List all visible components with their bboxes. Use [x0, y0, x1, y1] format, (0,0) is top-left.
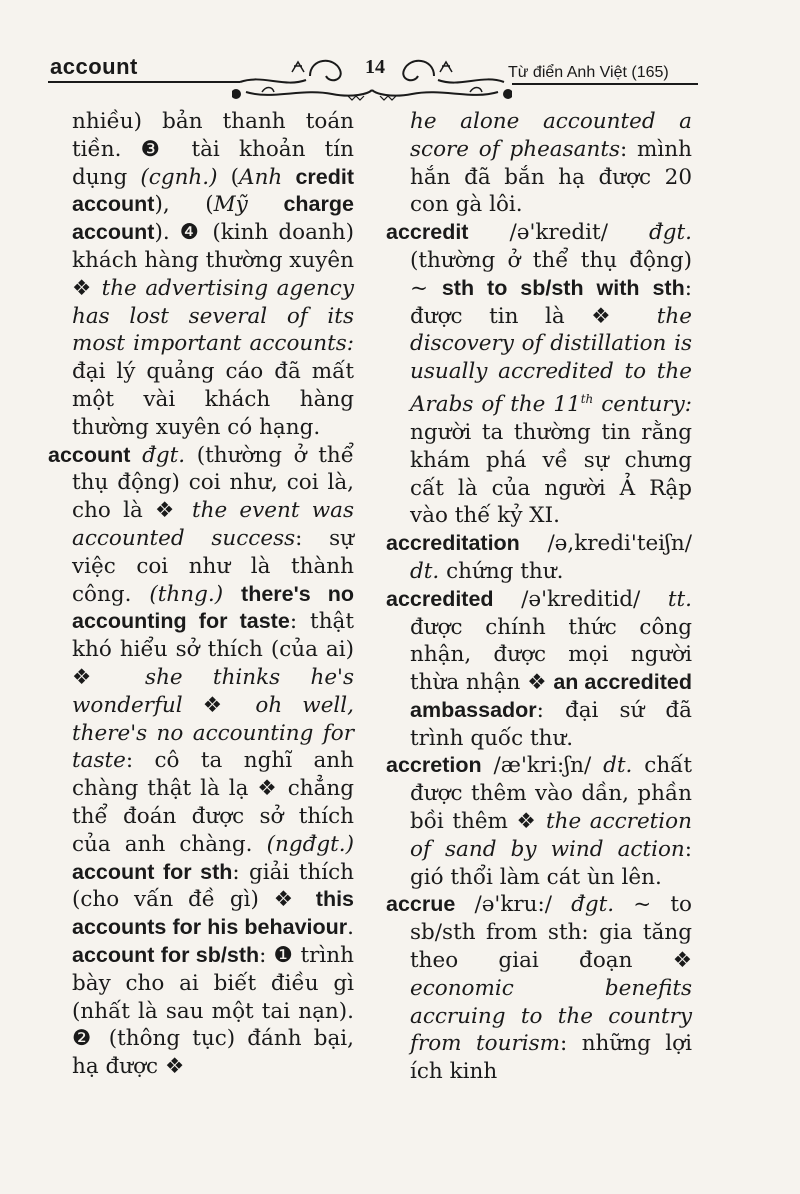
entry-accredited: accredited /ə'kreditid/ tt. được chính thức công nhận, được mọi người thừa nhận ❖ an accredited ambassador: đại sứ đã trình quốc thư.: [386, 586, 692, 751]
example-text: the accretion of sand by wind action: [410, 809, 692, 862]
example-diamond-icon: ❖: [155, 498, 180, 524]
example-text: the advertising agency has lost several of its most important accounts:: [72, 275, 354, 357]
phrasal-verb: account for sb/sth: [72, 942, 260, 967]
example-diamond-icon: ❖: [273, 887, 301, 913]
entry-accredit: accredit /ə'kredit/ đgt. (thường ở thể thụ động) ~ sth to sb/sth with sth: được tin là ❖ the discovery of distillation is usually accredited to the Arabs of the 11th century: người ta thường tin rằng khám phá về sự chưng cất là của người Ả Rập vào thế kỷ XI.: [386, 220, 692, 529]
example-translation: người ta thường tin rằng khám phá về sự chưng cất là của người Ả Rập vào thế kỷ XI.: [410, 419, 692, 529]
example-text: oh well, there's no accounting for taste: [72, 692, 355, 774]
phrase: sth to sb/sth with sth: [441, 275, 685, 300]
part-of-speech: đgt.: [649, 220, 692, 246]
headword: account: [48, 442, 131, 467]
left-column: [48, 108, 354, 1081]
pronunciation: /æ'kri:ʃn/: [493, 753, 592, 779]
example-diamond-icon: ❖: [527, 670, 547, 696]
example-diamond-icon: ❖: [72, 275, 93, 301]
example-diamond-icon: ❖: [164, 1054, 185, 1080]
headword: accretion: [386, 753, 482, 778]
sense-number-3-icon: ❸: [140, 136, 173, 162]
example-translation: : mình hắn đã bắn hạ được 20 con gà lôi.: [410, 136, 692, 218]
example-diamond-icon: ❖: [72, 664, 115, 690]
right-column: [386, 108, 692, 1086]
entry-account-verb: account đgt. (thường ở thể thụ động) coi như, coi là, cho là ❖ the event was accounted success: sự việc coi như là thành công. (thng.) there's no accounting for taste: thật khó hiểu sở thích (của ai) ❖ she thinks he's wonderful ❖ oh well, there's no accounting for taste: cô ta nghĩ anh chàng thật là lạ ❖ chẳng thể đoán được sở thích của anh chàng. (ngđgt.) account for sth: giải thích (cho vấn đề gì) ❖ this accounts for his behaviour. account for sb/sth: ❶ trình bày cho ai biết điều gì (nhất là sau một tai nạn). ❷ (thông tục) đánh bại, hạ được ❖: [48, 442, 355, 1080]
page-number: 14: [365, 56, 385, 78]
sense-number-4-icon: ❹: [179, 220, 203, 246]
headword: accredit: [386, 220, 469, 245]
example-text: he alone accounted a score of pheasants: [410, 109, 692, 162]
pronunciation: /ə'kreditid/: [521, 586, 641, 612]
example-diamond-icon: ❖: [672, 948, 693, 974]
part-of-speech: dt.: [603, 753, 633, 779]
example-diamond-icon: ❖: [257, 776, 279, 802]
part-of-speech: dt.: [410, 558, 440, 584]
example-text: the discovery of distillation is usually accredited to the Arabs of the 11th century:: [410, 303, 692, 418]
headword: accreditation: [386, 531, 520, 556]
running-head-right: Từ điển Anh Việt (165): [508, 64, 669, 81]
phrasal-verb: account for sth: [72, 859, 233, 884]
example-bold: this accounts for his behaviour: [72, 887, 355, 940]
part-of-speech: đgt.: [142, 442, 186, 468]
pronunciation: /ə'kredit/: [509, 220, 608, 246]
part-of-speech: đgt.: [571, 892, 615, 918]
entry-accreditation: accreditation /ə,kredi'teiʃn/ dt. chứng thư.: [386, 531, 692, 584]
entry-accrue: accrue /ə'kru:/ đgt. ~ to sb/sth from sth: gia tăng theo giai đoạn ❖ economic benefits accruing to the country from tourism: những lợi ích kinh: [386, 892, 693, 1085]
example-text: she thinks he's wonderful: [72, 664, 354, 718]
example-diamond-icon: ❖: [516, 809, 538, 835]
example-text: economic benefits accruing to the country from tourism: [410, 975, 692, 1057]
page-header: [0, 48, 800, 108]
part-of-speech: tt.: [667, 586, 692, 612]
running-head-left: account: [50, 54, 138, 79]
sense-number-2-icon: ❷: [72, 1026, 97, 1052]
headword: accredited: [386, 586, 494, 611]
entry-accretion: accretion /æ'kri:ʃn/ dt. chất được thêm vào dần, phần bồi thêm ❖ the accretion of sand by wind action: gió thổi làm cát ùn lên.: [386, 753, 692, 890]
example-text: the event was accounted success: [72, 498, 354, 551]
pronunciation: /ə,kredi'teiʃn/: [547, 531, 692, 557]
example-diamond-icon: ❖: [591, 303, 631, 329]
example-translation: đại lý quảng cáo đã mất một vài khách hàng thường xuyên có hạng.: [72, 359, 354, 440]
continued-entry-text: [386, 108, 692, 219]
example-diamond-icon: ❖: [202, 692, 236, 718]
continued-entry-text: nhiều) bản thanh toán tiền. ❸ tài khoản tín dụng (cgnh.) (Anh credit account), (Mỹ charge account). ❹ (kinh doanh) khách hàng thường xuyên ❖ the advertising agency has lost several of its most important accounts: đại lý quảng cáo đã mất một vài khách hàng thường xuyên có hạng.: [72, 109, 355, 440]
header-rule-left: [48, 81, 240, 83]
idiom: there's no accounting for taste: [72, 581, 355, 634]
pronunciation: /ə'kru:/: [474, 892, 552, 918]
headword: accrue: [386, 892, 456, 917]
example-bold: an accredited ambassador: [410, 670, 692, 722]
header-rule-right: [512, 83, 698, 85]
sense-number-1-icon: ❶: [273, 942, 294, 968]
